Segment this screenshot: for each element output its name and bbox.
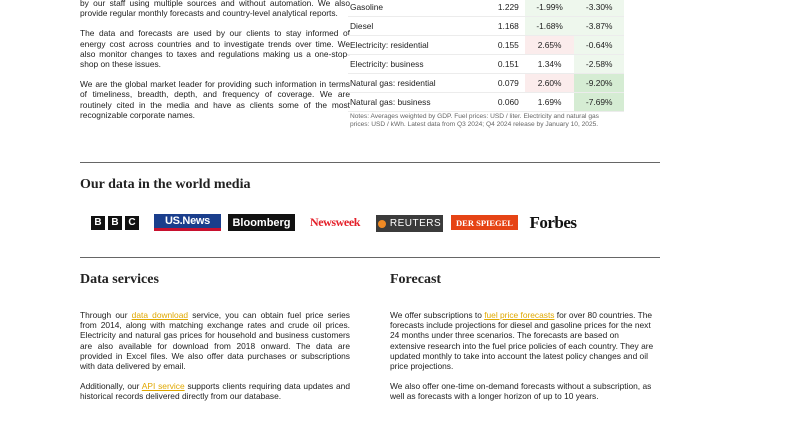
intro-paragraph-2: The data and forecasts are used by our clients to stay informed of energy cost across countries and to investigate trends over time. We also monitor changes to taxes and regulations making us a one-stop-shop on these issues. bbox=[80, 28, 350, 70]
price-value-cell: 0.079 bbox=[497, 78, 519, 88]
forecast-paragraph-2: We also offer one-time on-demand forecasts without a subscription, as well as forecasts with a longer horizon of up to 10 years. bbox=[390, 381, 652, 402]
forecast-column bbox=[390, 310, 655, 402]
change-2-cell: -3.87% bbox=[574, 17, 624, 36]
change-1-cell: -1.99% bbox=[525, 0, 575, 17]
change-1-cell: 1.34% bbox=[537, 59, 562, 69]
change-2-cell: -9.20% bbox=[574, 74, 624, 93]
change-1-cell: 2.65% bbox=[525, 36, 575, 55]
price-value-cell: 0.155 bbox=[497, 40, 519, 50]
forecast-heading: Forecast bbox=[390, 272, 442, 287]
change-1-cell: 2.60% bbox=[525, 74, 575, 93]
text: Through our bbox=[80, 310, 132, 320]
usnews-logo[interactable] bbox=[154, 214, 221, 231]
price-value-cell: 0.151 bbox=[497, 59, 519, 69]
data-services-paragraph-1 bbox=[80, 310, 350, 371]
text: service, you can obtain fuel price series from 2014, along with matching exchange rates and crude oil prices. Electricity and natural gas prices for household and business customers are also available for download from 2018 onward. The data are provided in Excel files. We also offer data purchases or subscriptions with data delivered by email. bbox=[80, 310, 350, 372]
fuel-name-cell: Gasoline bbox=[350, 2, 384, 12]
bbc-letter-1: B bbox=[91, 216, 105, 230]
data-services-heading: Data services bbox=[80, 272, 159, 287]
change-1-cell: 1.69% bbox=[537, 97, 562, 107]
fuel-price-forecasts-link[interactable]: fuel price forecasts bbox=[484, 310, 555, 320]
text: supports clients requiring data updates and historical records delivered directly from our database. bbox=[80, 381, 350, 402]
fuel-name-cell: Natural gas: residential bbox=[350, 78, 436, 88]
bloomberg-logo-text: Bloomberg bbox=[232, 216, 291, 229]
price-value-cell: 1.168 bbox=[497, 21, 519, 31]
intro-paragraph-3: We are the global market leader for providing such information in terms of timeliness, breadth, depth, and frequency of coverage. We are routinely cited in the media and have as clients some of the most recognizable corporate names. bbox=[80, 79, 350, 120]
divider-2 bbox=[80, 257, 660, 258]
change-2-cell: -7.69% bbox=[574, 93, 624, 112]
text: for over 80 countries. The forecasts include projections for diesel and gasoline prices for the next 24 months under three scenarios. The forecasts are based on extensive research into the fuel price policies of each country. They are updated monthly to take into account the latest policy changes and oil price projections. bbox=[390, 310, 654, 372]
price-value-cell: 0.060 bbox=[497, 97, 519, 107]
data-services-column bbox=[80, 310, 350, 402]
fuel-name-cell: Natural gas: business bbox=[350, 97, 431, 107]
price-value-cell: 1.229 bbox=[497, 2, 519, 12]
text: Additionally, our bbox=[80, 381, 142, 392]
price-table-row bbox=[348, 17, 624, 36]
data-download-link[interactable]: data download bbox=[131, 310, 189, 320]
text: We offer subscriptions to bbox=[390, 310, 485, 320]
newsweek-logo-text: Newsweek bbox=[309, 215, 361, 229]
change-2-cell: -3.30% bbox=[574, 0, 624, 17]
price-table bbox=[348, 0, 624, 112]
intro-paragraph-1: by our staff using multiple sources and without automation. We also provide regular monthly forecasts and country-level analytical reports. bbox=[80, 0, 350, 19]
price-table-notes: Notes: Averages weighted by GDP. Fuel prices: USD / liter. Electricity and natural gas prices: USD / kWh. Latest data from Q3 2024; Q4 2024 release by January 10, 2025. bbox=[350, 113, 599, 128]
divider-1 bbox=[80, 162, 660, 163]
newsweek-logo[interactable] bbox=[302, 214, 368, 231]
bbc-letter-2: B bbox=[108, 216, 122, 230]
bloomberg-logo[interactable] bbox=[228, 214, 295, 231]
usnews-logo-text: US.News bbox=[165, 215, 210, 227]
price-table-row bbox=[348, 55, 624, 74]
data-services-paragraph-2 bbox=[80, 381, 350, 401]
price-table-row bbox=[348, 0, 624, 17]
intro-column bbox=[80, 0, 350, 120]
api-service-link[interactable]: API service bbox=[141, 381, 185, 392]
forbes-logo[interactable] bbox=[525, 214, 581, 231]
spiegel-logo-text: DER SPIEGEL bbox=[456, 217, 513, 228]
bbc-logo[interactable] bbox=[90, 214, 140, 231]
price-table-row bbox=[348, 74, 624, 93]
spiegel-logo[interactable] bbox=[451, 215, 518, 230]
forbes-logo-text: Forbes bbox=[529, 212, 577, 232]
change-2-cell: -0.64% bbox=[574, 36, 624, 55]
change-1-cell: -1.68% bbox=[525, 17, 575, 36]
media-heading: Our data in the world media bbox=[80, 177, 251, 192]
price-table-row bbox=[348, 93, 624, 112]
reuters-logo[interactable] bbox=[376, 215, 443, 232]
fuel-name-cell: Diesel bbox=[350, 21, 374, 31]
forecast-paragraph-1 bbox=[390, 310, 655, 371]
bbc-letter-3: C bbox=[125, 216, 139, 230]
price-table-row bbox=[348, 36, 624, 55]
fuel-name-cell: Electricity: business bbox=[350, 59, 424, 69]
reuters-logo-text: REUTERS bbox=[389, 218, 442, 229]
fuel-name-cell: Electricity: residential bbox=[350, 40, 429, 50]
change-2-cell: -2.58% bbox=[574, 55, 624, 74]
reuters-dot-icon bbox=[378, 220, 386, 228]
